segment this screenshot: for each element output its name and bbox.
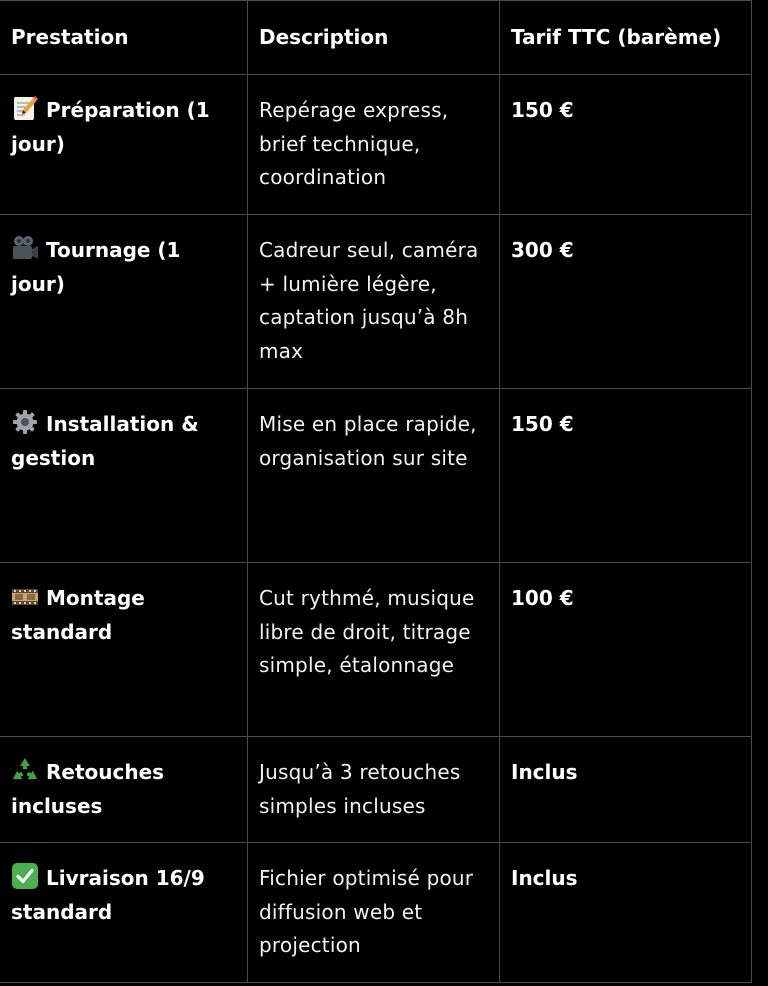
- service-cell: [0, 563, 248, 737]
- table-row: [0, 563, 752, 737]
- film-frames-icon: [11, 582, 39, 610]
- table-header-row: [0, 1, 752, 75]
- header-service: Prestation: [0, 1, 248, 75]
- description-cell: Repérage express, brief technique, coordination: [248, 75, 500, 215]
- video-camera-icon: [11, 234, 39, 262]
- price-cell: Inclus: [500, 843, 752, 983]
- recycle-icon: [11, 756, 39, 784]
- service-name: Préparation (1 jour): [11, 98, 210, 156]
- service-cell: [0, 389, 248, 563]
- price-cell: Inclus: [500, 737, 752, 843]
- service-name: Retouches incluses: [11, 760, 165, 818]
- check-mark-icon: [11, 862, 39, 890]
- description-cell: Jusqu’à 3 retouches simples incluses: [248, 737, 500, 843]
- description-cell: Mise en place rapide, organisation sur site: [248, 389, 500, 563]
- description-cell: Cadreur seul, caméra + lumière légère, captation jusqu’à 8h max: [248, 215, 500, 389]
- service-name: Installation & gestion: [11, 412, 199, 470]
- price-cell: 150 €: [500, 389, 752, 563]
- service-cell: [0, 843, 248, 983]
- table-row: [0, 215, 752, 389]
- table-row: [0, 389, 752, 563]
- service-cell: [0, 737, 248, 843]
- service-name: Tournage (1 jour): [11, 238, 181, 296]
- description-cell: Fichier optimisé pour diffusion web et projection: [248, 843, 500, 983]
- price-cell: 300 €: [500, 215, 752, 389]
- header-description: Description: [248, 1, 500, 75]
- header-price: Tarif TTC (barème): [500, 1, 752, 75]
- price-cell: 100 €: [500, 563, 752, 737]
- price-cell: 150 €: [500, 75, 752, 215]
- service-name: Montage standard: [11, 586, 145, 644]
- service-name: Livraison 16/9 standard: [11, 866, 205, 924]
- service-cell: [0, 75, 248, 215]
- table-row: [0, 737, 752, 843]
- gear-icon: [11, 408, 39, 436]
- service-cell: [0, 215, 248, 389]
- memo-icon: [11, 94, 39, 122]
- description-cell: Cut rythmé, musique libre de droit, titrage simple, étalonnage: [248, 563, 500, 737]
- table-row: [0, 75, 752, 215]
- table-row: [0, 843, 752, 983]
